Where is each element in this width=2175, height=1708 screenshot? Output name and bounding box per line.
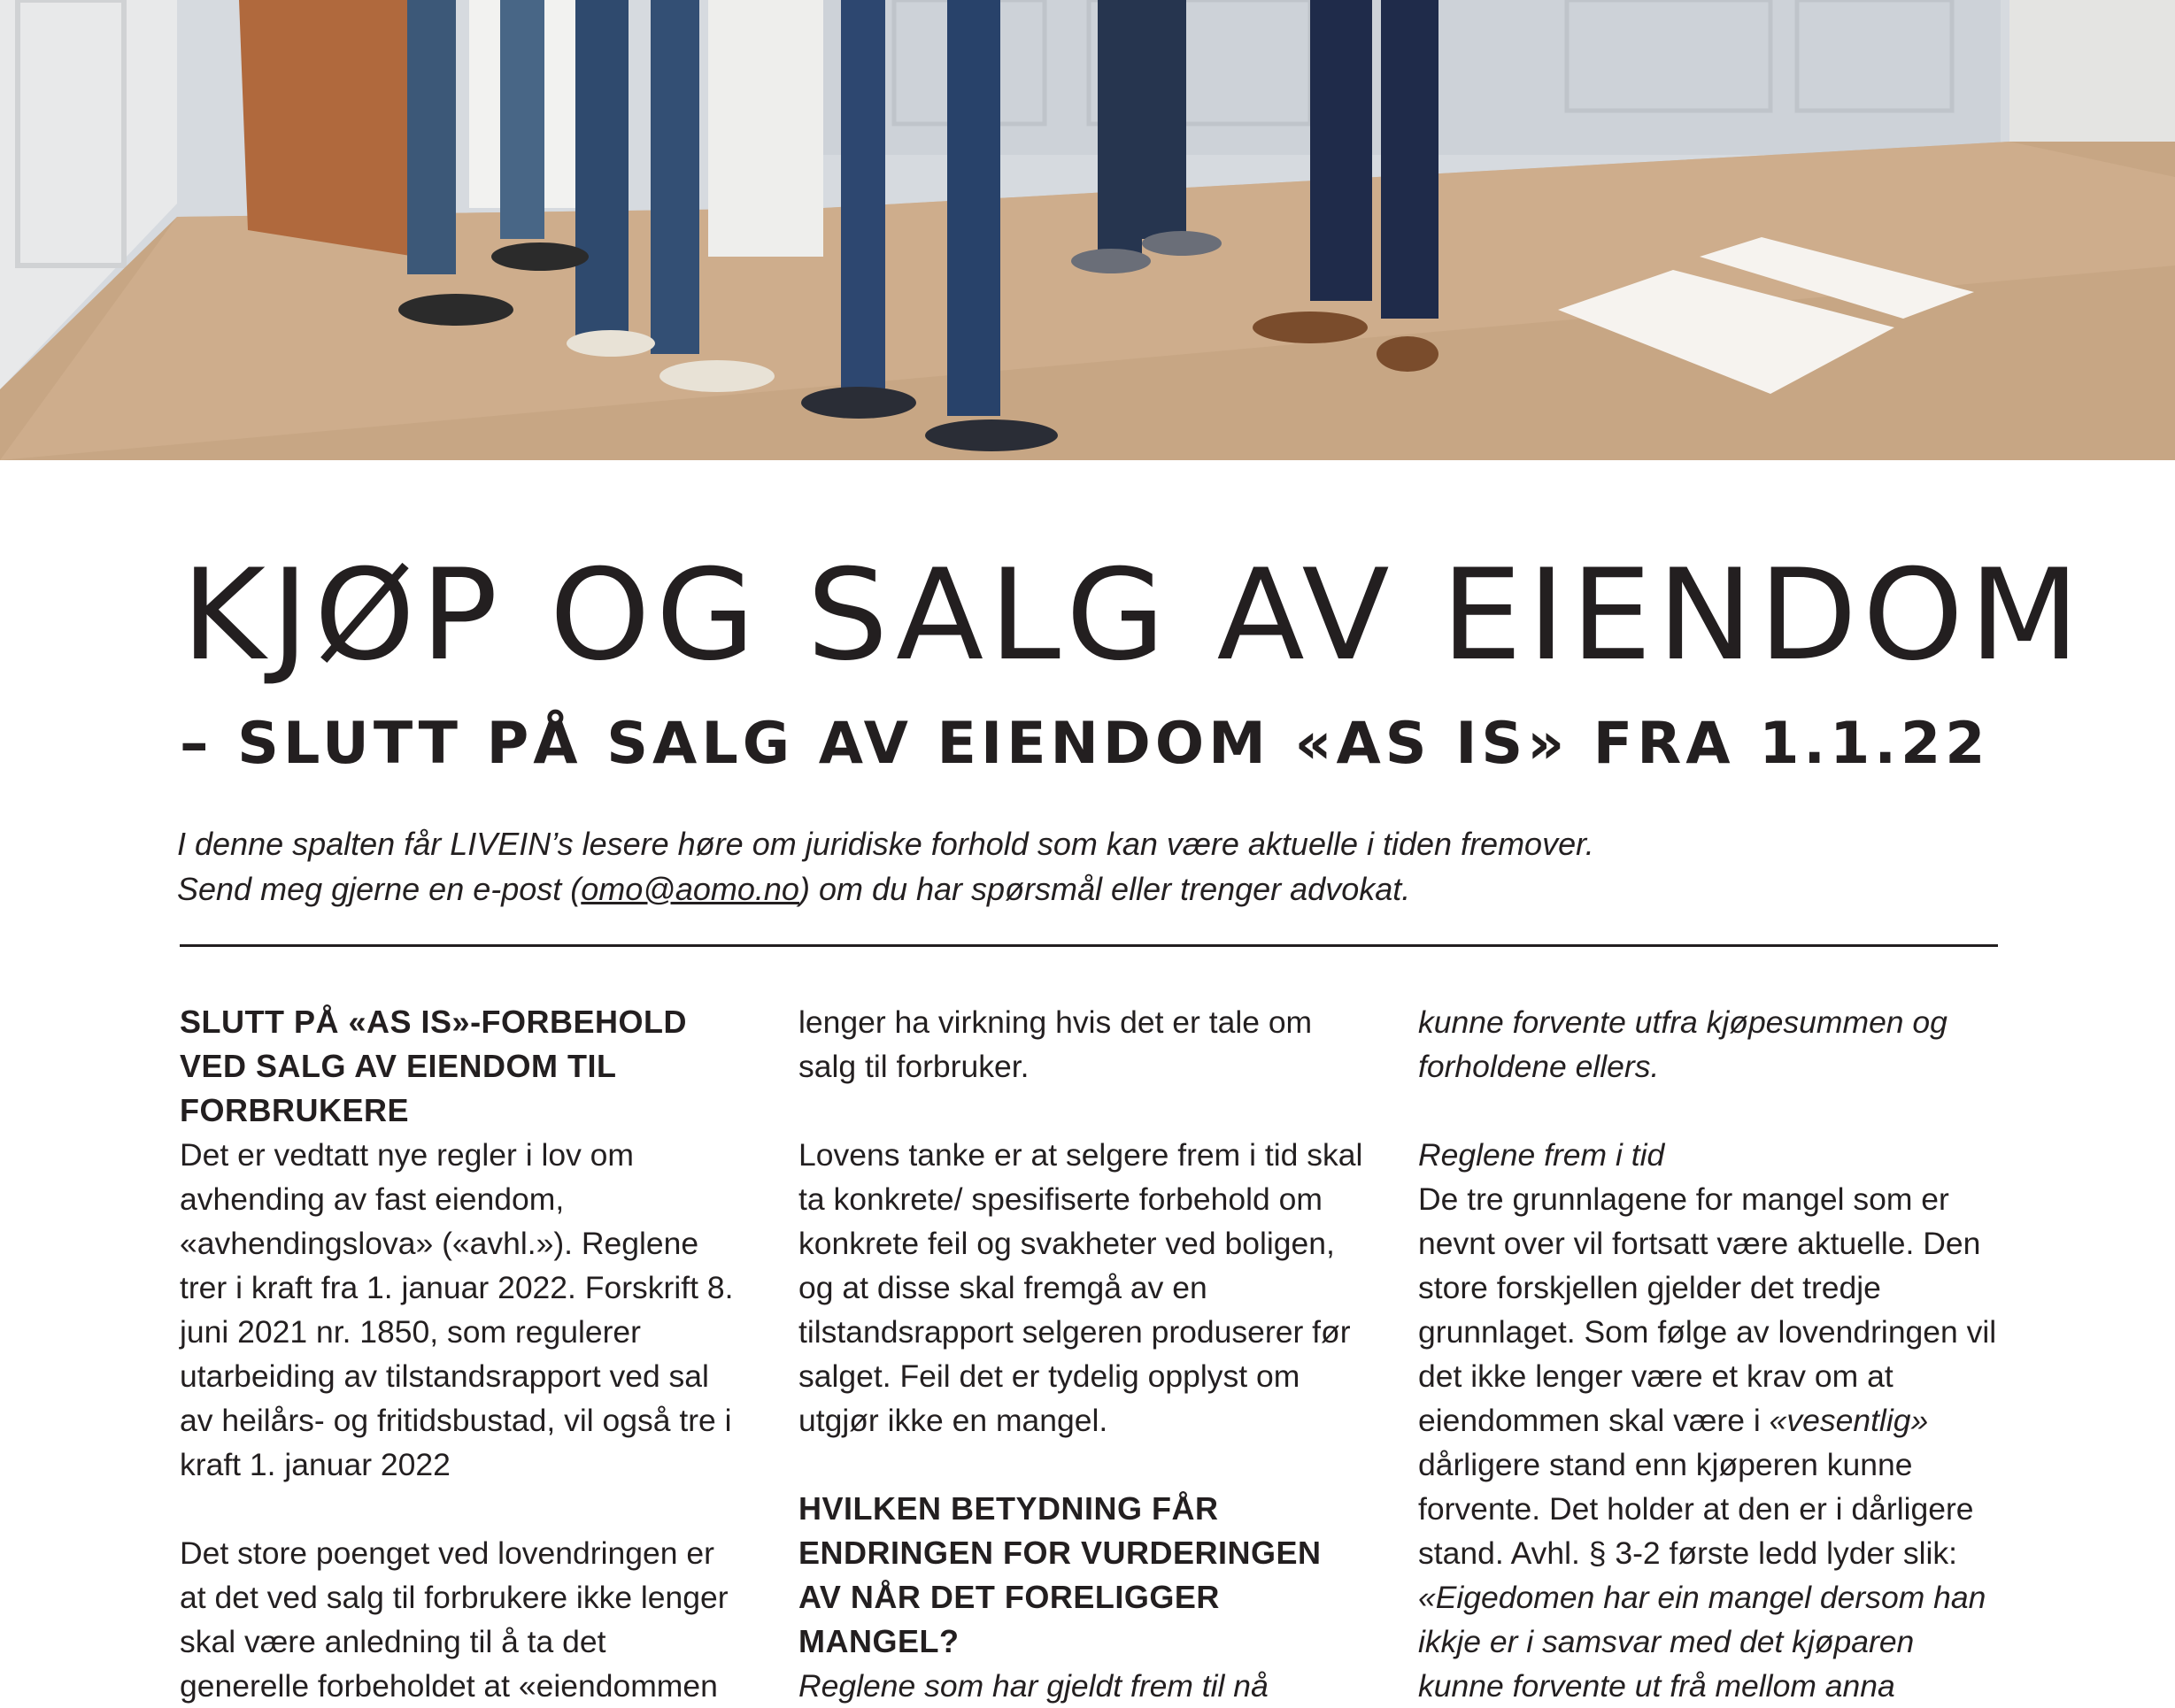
- intro-line-2-start: Send meg gjerne en e-post (: [177, 871, 582, 907]
- hero-photo: [0, 0, 2175, 460]
- column-2: [798, 1000, 1374, 1708]
- intro-line-1: I denne spalten får LIVEIN’s lesere høre om juridiske forhold som kan være aktuelle i tiden fremover.: [177, 826, 1594, 862]
- paragraph: lenger ha virkning hvis det er tale om salg til forbruker.: [798, 1004, 1313, 1084]
- page-subtitle: – SLUTT PÅ SALG AV EIENDOM «AS IS» FRA 1.1.22: [180, 711, 1990, 777]
- paragraph-text: dårligere stand enn kjøperen kunne forvente. Det holder at den er i dårligere stand. Avhl. § 3-2 første ledd lyder slik:: [1418, 1447, 1974, 1571]
- paragraph: Det store poenget ved lovendringen er at det ved salg til forbrukere ikke lenger skal være anledning til å ta det generelle forbeholdet at «eiendommen: [180, 1535, 729, 1704]
- subheading-reglene-frem: Reglene frem i tid: [1418, 1137, 1665, 1173]
- section-heading-as-is: SLUTT PÅ «AS IS»-FORBEHOLD VED SALG AV EIENDOM TIL FORBRUKERE: [180, 1004, 688, 1128]
- paragraph: kunne forvente utfra kjøpesummen og forholdene ellers.: [1418, 1004, 1947, 1084]
- paragraph: Reglene som har gjeldt frem til nå: [798, 1668, 1269, 1704]
- intro-text: [177, 821, 1859, 912]
- quote: «Eigedomen har ein mangel dersom han ikkje er i samsvar med det kjøparen kunne forvente ut frå mellom anna: [1418, 1580, 1986, 1704]
- column-1: [180, 1000, 755, 1708]
- column-3: [1418, 1000, 1997, 1708]
- paragraph: Det er vedtatt nye regler i lov om avhending av fast eiendom, «avhendingslova» («avhl.»). Reglene trer i kraft fra 1. januar 2022. Forskrift 8. juni 2021 nr. 1850, som regulerer utarbeiding av tilstandsrapport ved sal av heilårs- og fritidsbustad, vil også tre i kraft 1. januar 2022: [180, 1137, 734, 1482]
- section-heading-betydning: HVILKEN BETYDNING FÅR ENDRINGEN FOR VURDERINGEN AV NÅR DET FORELIGGER MANGEL?: [798, 1490, 1322, 1659]
- intro-line-2: [177, 866, 1859, 912]
- email-link[interactable]: omo@aomo.no: [581, 871, 799, 907]
- page-title: KJØP OG SALG AV EIENDOM: [181, 542, 2086, 689]
- paragraph-text: De tre grunnlagene for mangel som er nevnt over vil fortsatt være aktuelle. Den store forskjellen gjelder det tredje grunnlaget. Som følge av lovendringen vil det ikke lenger være et krav om at eiendommen skal være i: [1418, 1181, 1997, 1438]
- intro-line-2-end: ) om du har spørsmål eller trenger advokat.: [798, 871, 1411, 907]
- emphasis-text: «vesentlig»: [1769, 1403, 1929, 1438]
- paragraph: [1418, 1177, 1998, 1575]
- divider: [180, 944, 1998, 947]
- paragraph: Lovens tanke er at selgere frem i tid skal ta konkrete/ spesifiserte forbehold om konkrete feil og svakheter ved boligen, og at disse skal fremgå av en tilstandsrapport selgeren produserer før salget. Feil det er tydelig opplyst om utgjør ikke en mangel.: [798, 1137, 1363, 1438]
- family-entering-house-illustration: [0, 0, 2175, 460]
